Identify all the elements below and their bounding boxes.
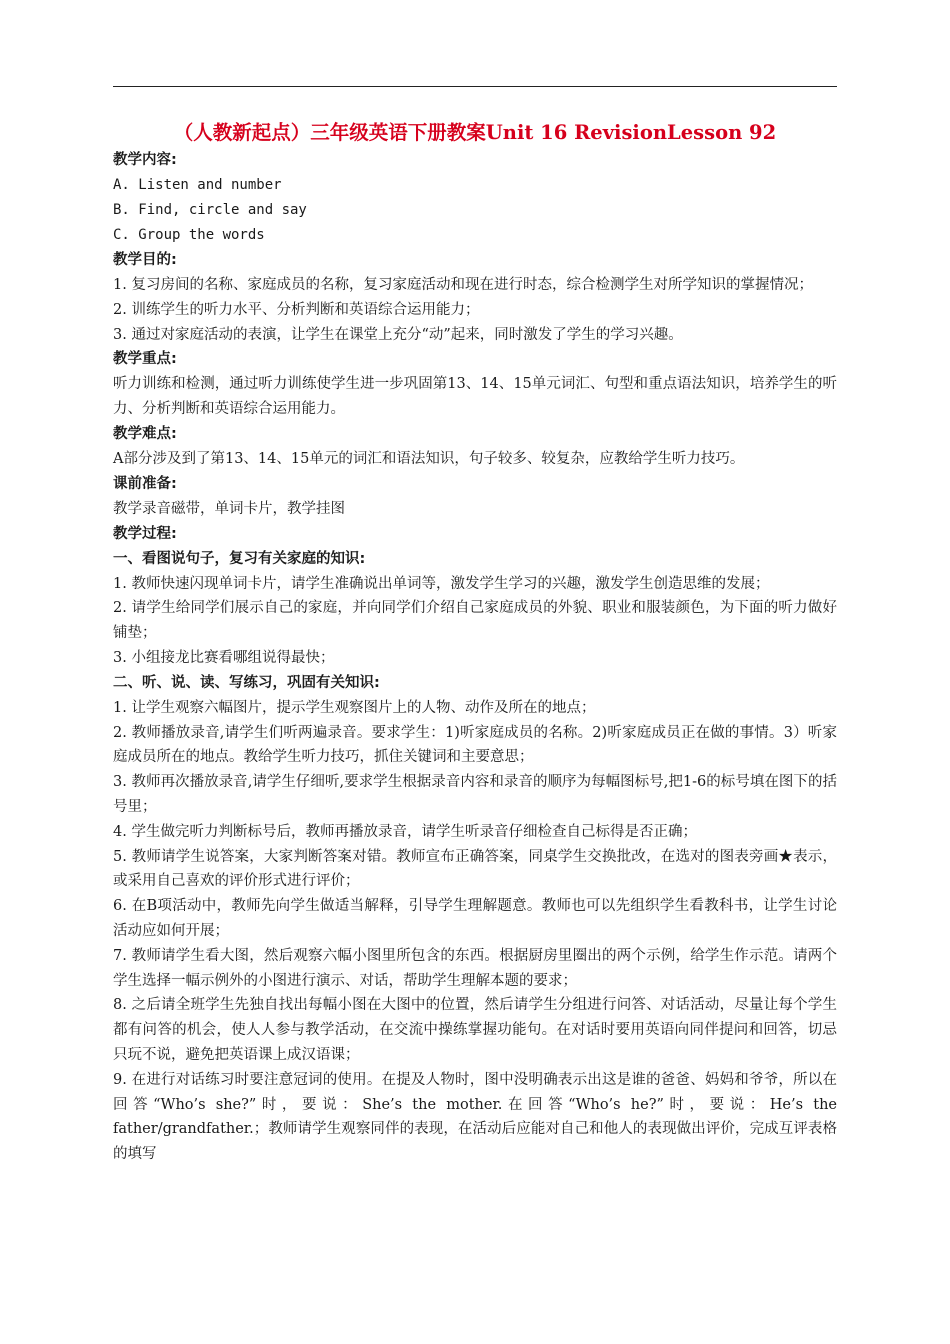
preparation-heading: 课前准备:	[113, 475, 177, 492]
content-item: B. Find, circle and say	[113, 202, 307, 218]
section-2-item: 3. 教师再次播放录音,请学生仔细听,要求学生根据录音内容和录音的顺序为每幅图标号,把1-6的标号填在图下的括号里；	[113, 774, 837, 815]
difficulties-heading: 教学难点:	[113, 425, 177, 442]
section-2-item: 5. 教师请学生说答案，大家判断答案对错。教师宣布正确答案，同桌学生交换批改，在选对的图表旁画★表示，或采用自己喜欢的评价形式进行评价；	[113, 848, 837, 890]
process-heading: 教学过程:	[113, 525, 177, 542]
section-1-heading: 一、看图说句子，复习有关家庭的知识:	[113, 550, 366, 567]
section-2-item: 1. 让学生观察六幅图片，提示学生观察图片上的人物、动作及所在的地点；	[113, 699, 596, 716]
key-points-text: 听力训练和检测，通过听力训练使学生进一步巩固第13、14、15单元词汇、句型和重点语法知识，培养学生的听力、分析判断和英语综合运用能力。	[113, 376, 837, 418]
goal-item: 3. 通过对家庭活动的表演，让学生在课堂上充分“动”起来，同时激发了学生的学习兴趣。	[113, 326, 683, 343]
goals-heading: 教学目的:	[113, 252, 177, 268]
content-heading: 教学内容:	[113, 152, 177, 168]
goal-item: 2. 训练学生的听力水平、分析判断和英语综合运用能力；	[113, 301, 480, 318]
preparation-text: 教学录音磁带，单词卡片，教学挂图	[113, 500, 345, 517]
section-2-item: 8. 之后请全班学生先独自找出每幅小图在大图中的位置，然后请学生分组进行问答、对话活动，尽量让每个学生都有问答的机会，使人人参与教学活动，在交流中操练掌握功能句。在对话时要用英语向同伴提问和回答，切忌只玩不说，避免把英语课上成汉语课；	[113, 997, 837, 1063]
content-item: C. Group the words	[113, 227, 265, 243]
section-2-item: 2. 教师播放录音,请学生们听两遍录音。要求学生：1)听家庭成员的名称。2)听家庭成员正在做的事情。3）听家庭成员所在的地点。教给学生听力技巧，抓住关键词和主要意思；	[113, 724, 837, 766]
document-page	[113, 118, 837, 1167]
section-2-item: 4. 学生做完听力判断标号后，教师再播放录音，请学生听录音仔细检查自己标得是否正确；	[113, 823, 697, 840]
difficulties-text: A部分涉及到了第13、14、15单元的词汇和语法知识，句子较多、较复杂，应教给学生听力技巧。	[113, 450, 745, 467]
section-2-item: 7. 教师请学生看大图，然后观察六幅小图里所包含的东西。根据厨房里圈出的两个示例，给学生作示范。请两个学生选择一幅示例外的小图进行演示、对话，帮助学生理解本题的要求；	[113, 947, 837, 989]
key-points-heading: 教学重点:	[113, 351, 177, 368]
section-1-item: 1. 教师快速闪现单词卡片，请学生准确说出单词等，激发学生学习的兴趣，激发学生创造思维的发展；	[113, 575, 770, 592]
goal-item: 1. 复习房间的名称、家庭成员的名称，复习家庭活动和现在进行时态，综合检测学生对所学知识的掌握情况；	[113, 277, 813, 293]
section-1-item: 2. 请学生给同学们展示自己的家庭，并向同学们介绍自己家庭成员的外貌、职业和服装颜色，为下面的听力做好铺垫；	[113, 600, 837, 642]
content-item: A. Listen and number	[113, 177, 282, 193]
top-rule	[113, 86, 837, 87]
document-title: （人教新起点）三年级英语下册教案Unit 16 RevisionLesson 92	[173, 121, 777, 144]
section-1-item: 3. 小组接龙比赛看哪组说得最快；	[113, 649, 335, 666]
section-2-heading: 二、听、说、读、写练习，巩固有关知识:	[113, 674, 380, 691]
section-2-item: 9. 在进行对话练习时要注意冠词的使用。在提及人物时，图中没明确表示出这是谁的爸爸、妈妈和爷爷，所以在回答“Who’s she?”时，要说：She’s the mother.在回答“Who’s he?”时，要说：He’s the father/grandfather.；教师请学生观察同伴的表现，在活动后应能对自己和他人的表现做出评价，完成互评表格的填写	[113, 1071, 837, 1163]
section-2-item: 6. 在B项活动中，教师先向学生做适当解释，引导学生理解题意。教师也可以先组织学生看教科书，让学生讨论活动应如何开展；	[113, 898, 837, 939]
